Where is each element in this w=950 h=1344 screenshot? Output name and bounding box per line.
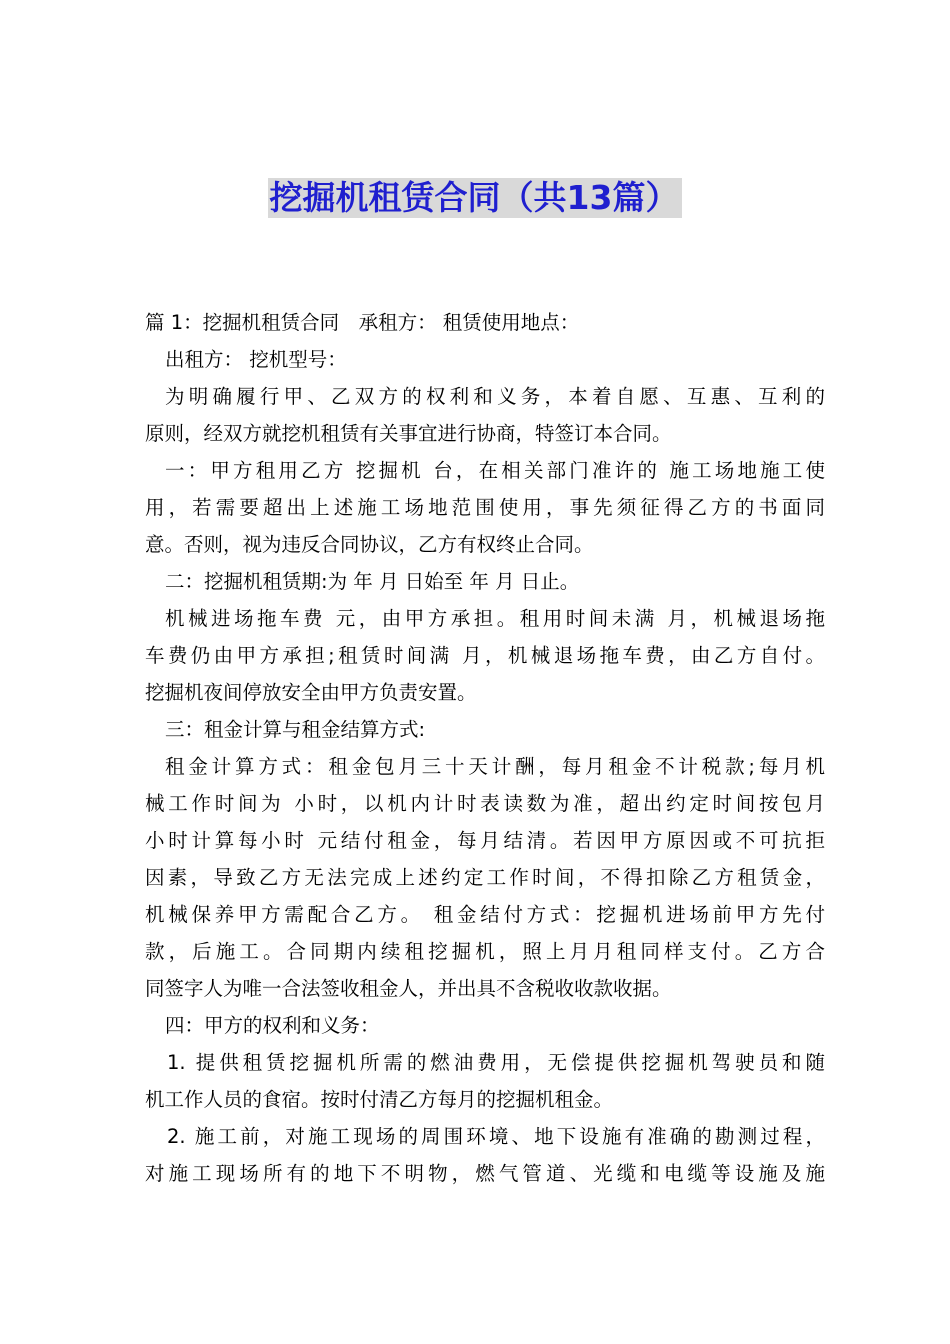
text-line: 用，若需要超出上述施工场地范围使用，事先须征得乙方的书面同: [145, 496, 825, 519]
text-line: 挖掘机夜间停放安全由甲方负责安置。: [145, 681, 477, 704]
text-line: 四：甲方的权利和义务：: [165, 1014, 380, 1037]
text-line: 款，后施工。合同期内续租挖掘机，照上月月租同样支付。乙方合: [145, 940, 825, 963]
text-line: 为明确履行甲、乙双方的权利和义务，本着自愿、互惠、互利的: [165, 385, 825, 408]
text-line: 2. 施工前，对施工现场的周围环境、地下设施有准确的勘测过程，: [167, 1125, 825, 1148]
document-title: 挖掘机租赁合同（共13篇）: [268, 178, 683, 218]
text-line: 出租方： 挖机型号：: [165, 348, 347, 371]
text-line: 因素，导致乙方无法完成上述约定工作时间，不得扣除乙方租赁金，: [145, 866, 825, 889]
text-line: 机械进场拖车费 元，由甲方承担。租用时间未满 月，机械退场拖: [165, 607, 825, 630]
text-line: 租金计算方式：租金包月三十天计酬，每月租金不计税款;每月机: [165, 755, 825, 778]
text-line: 械工作时间为 小时，以机内计时表读数为准，超出约定时间按包月: [145, 792, 825, 815]
text-line: 三：租金计算与租金结算方式:: [165, 718, 426, 741]
text-line: 机械保养甲方需配合乙方。 租金结付方式：挖掘机进场前甲方先付: [145, 903, 825, 926]
text-line: 对施工现场所有的地下不明物，燃气管道、光缆和电缆等设施及施: [145, 1162, 825, 1185]
title-container: [0, 178, 950, 218]
text-line: 1. 提供租赁挖掘机所需的燃油费用，无偿提供挖掘机驾驶员和随: [167, 1051, 825, 1074]
text-line: 一：甲方租用乙方 挖掘机 台，在相关部门准许的 施工场地施工使: [165, 459, 825, 482]
text-line: 二：挖掘机租赁期:为 年 月 日始至 年 月 日止。: [165, 570, 580, 593]
text-line: 同签字人为唯一合法签收租金人，并出具不含税收收款收据。: [145, 977, 672, 1000]
document-body: [145, 304, 825, 1192]
text-line: 车费仍由甲方承担;租赁时间满 月，机械退场拖车费，由乙方自付。: [145, 644, 825, 667]
text-line: 意。否则，视为违反合同协议，乙方有权终止合同。: [145, 533, 594, 556]
text-line: 小时计算每小时 元结付租金，每月结清。若因甲方原因或不可抗拒: [145, 829, 825, 852]
text-line: 机工作人员的食宿。按时付清乙方每月的挖掘机租金。: [145, 1088, 614, 1111]
text-line: 原则，经双方就挖机租赁有关事宜进行协商，特签订本合同。: [145, 422, 672, 445]
text-line: 篇 1：挖掘机租赁合同 承租方： 租赁使用地点：: [145, 311, 580, 334]
